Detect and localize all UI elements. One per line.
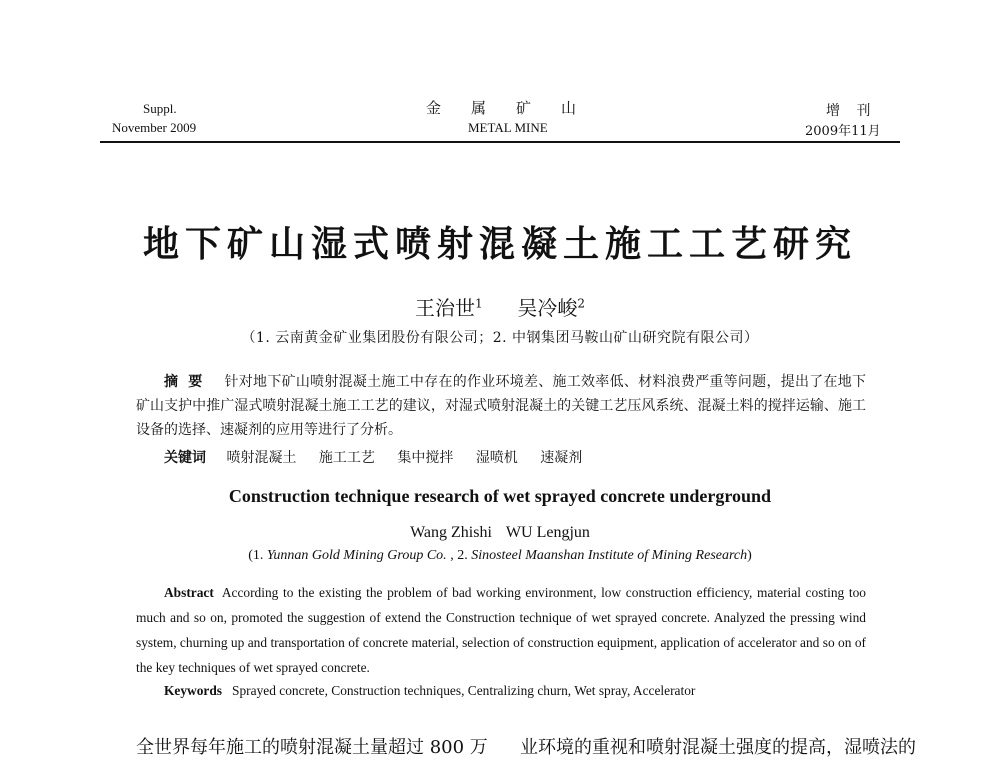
authors-en xyxy=(0,524,1000,542)
affiliation-en-org2: Sinosteel Maanshan Institute of Mining Research xyxy=(471,548,748,563)
affiliation-en xyxy=(0,548,1000,564)
abstract-en-text: According to the existing the problem of bad working environment, low construction efficiency, material costing too much and so on, promoted the suggestion of extend the Construction technique of wet sprayed concrete. Analyzed the pressing wind system, churning up and transportation of concrete material, selection of construction equipment, application of accelerator and so on of the key techniques of wet sprayed concrete. xyxy=(136,585,866,675)
header-suppl: Suppl. xyxy=(143,101,177,116)
keyword-cn-item: 喷射混凝土 xyxy=(226,450,297,466)
header-rule xyxy=(100,141,900,143)
abstract-cn-label: 摘要 xyxy=(164,374,213,390)
keyword-cn-item: 湿喷机 xyxy=(475,450,518,466)
author-cn-2: 吴冷峻 xyxy=(517,296,578,320)
header-suppl-cn: 增 刊 xyxy=(826,103,877,119)
affiliation-en-close: ) xyxy=(747,548,752,563)
author-cn-1-sup: 1 xyxy=(475,296,483,311)
title-cn: 地下矿山湿式喷射混凝土施工工艺研究 xyxy=(142,223,857,265)
keywords-en-text: Sprayed concrete, Construction techniques, Centralizing churn, Wet spray, Accelerator xyxy=(232,683,696,698)
author-cn-2-sup: 2 xyxy=(577,296,585,311)
keyword-cn-item: 施工工艺 xyxy=(318,450,375,466)
abstract-en-label: Abstract xyxy=(164,585,214,600)
affiliation-en-mid: , 2. xyxy=(446,548,472,563)
abstract-cn-text: 针对地下矿山喷射混凝土施工中存在的作业环境差、施工效率低、材料浪费严重等问题，提出了在地下矿山支护中推广湿式喷射混凝土施工工艺的建议，对湿式喷射混凝土的关键工艺压风系统、混凝土料的搅拌运输、施工设备的选择、速凝剂的应用等进行了分析。 xyxy=(136,374,867,438)
keyword-cn-item: 集中搅拌 xyxy=(397,450,454,466)
affiliation-en-open: (1. xyxy=(248,548,267,563)
keywords-cn-label: 关键词 xyxy=(164,450,206,466)
author-cn-1: 王治世 xyxy=(415,296,475,320)
abstract-en xyxy=(136,580,866,680)
body-right-column-line: 业环境的重视和喷射混凝土强度的提高，湿喷法的 xyxy=(520,737,916,758)
header-journal-en: METAL MINE xyxy=(468,120,548,135)
keyword-cn-item: 速凝剂 xyxy=(540,450,583,466)
header-date-cn: 2009年11月 xyxy=(805,124,881,139)
author-en-1: Wang Zhishi xyxy=(410,524,492,541)
keywords-en xyxy=(164,683,695,699)
title-en: Construction technique research of wet sprayed concrete underground xyxy=(228,486,772,506)
header-date-en: November 2009 xyxy=(112,120,197,135)
keywords-cn xyxy=(164,447,600,467)
affiliation-en-org1: Yunnan Gold Mining Group Co. xyxy=(266,548,447,563)
abstract-cn xyxy=(136,370,866,442)
affiliation-cn: （1. 云南黄金矿业集团股份有限公司；2. 中钢集团马鞍山矿山研究院有限公司） xyxy=(241,330,759,346)
author-en-2: WU Lengjun xyxy=(505,524,590,541)
header-journal-cn: 金属矿山 xyxy=(426,99,607,117)
keywords-en-label: Keywords xyxy=(164,683,223,698)
authors-cn xyxy=(0,292,1000,321)
body-left-column-line: 全世界每年施工的喷射混凝土量超过 800 万 xyxy=(136,737,488,758)
